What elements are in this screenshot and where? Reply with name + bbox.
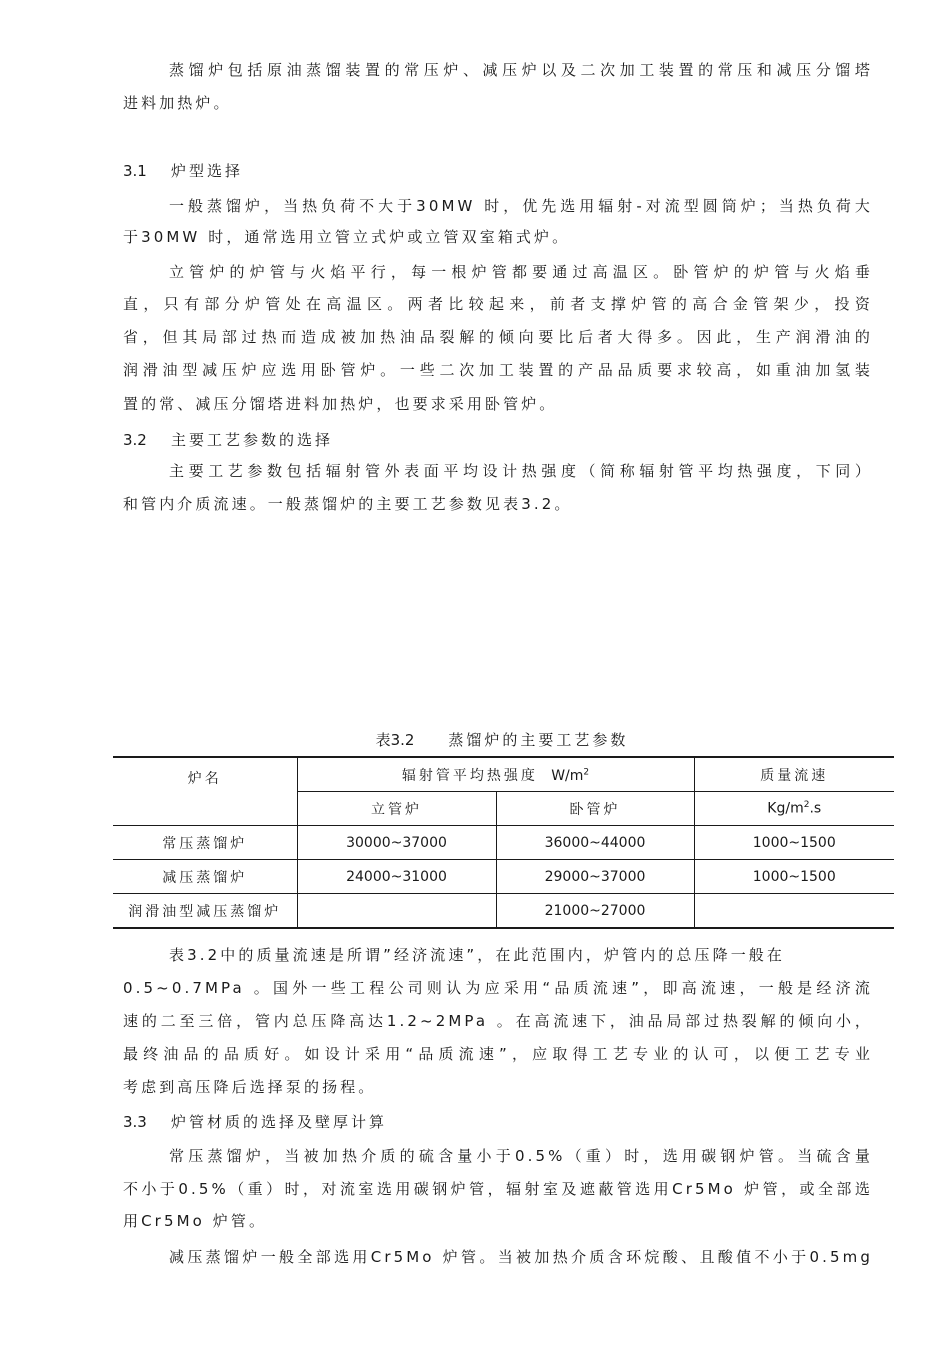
section-number: 3.3 [123, 1113, 147, 1131]
section-3-3-heading [123, 1112, 387, 1132]
s31-p2-line-5: 置的常、减压分馏塔进料加热炉，也要求采用卧管炉。 [123, 395, 558, 413]
header-mass-flow-unit: $Kg/m^2.s$ [694, 792, 894, 826]
s31-p2-line-3: 省，但其局部过热而造成被加热油品裂解的倾向要比后者大得多。因此，生产润滑油的 [123, 328, 873, 346]
s33-p2-line-1: 减压蒸馏炉一般全部选用Cr5Mo 炉管。当被加热介质含环烷酸、且酸值不小于0.5mg [169, 1248, 873, 1266]
s31-p2-line-1: 立管炉的炉管与火焰平行，每一根炉管都要通过高温区。卧管炉的炉管与火焰垂 [169, 263, 873, 281]
s31-p2-line-2: 直，只有部分炉管处在高温区。两者比较起来，前者支撑炉管的高合金管架少，投资 [123, 295, 873, 313]
section-3-2-heading [123, 430, 333, 450]
row-horizontal-value: 21000~27000 [496, 894, 694, 929]
s33-p1-line-3: 用Cr5Mo 炉管。 [123, 1212, 268, 1230]
s32-p1-line-2: 和管内介质流速。一般蒸馏炉的主要工艺参数见表3.2。 [123, 495, 573, 513]
section-number: 3.1 [123, 162, 147, 180]
after-line-5: 考虑到高压降后选择泵的扬程。 [123, 1078, 377, 1096]
row-flow-value: 1000~1500 [694, 860, 894, 894]
header-heat-intensity: 辐射管平均热强度 $W/m^2$ [297, 757, 694, 792]
s33-p1-line-2: 不小于0.5%（重）时，对流室选用碳钢炉管，辐射室及遮蔽管选用Cr5Mo 炉管，或全部选 [123, 1180, 873, 1198]
after-line-2: 0.5~0.7MPa 。国外一些工程公司则认为应采用“品质流速”，即高流速，一般是经济流 [123, 979, 873, 997]
after-line-4: 最终油品的品质好。如设计采用“品质流速”，应取得工艺专业的认可，以便工艺专业 [123, 1045, 873, 1063]
section-title: 主要工艺参数的选择 [171, 431, 334, 449]
table-caption [0, 730, 950, 750]
header-vertical-tube: 立管炉 [297, 792, 496, 826]
process-parameters-table [113, 756, 894, 929]
section-title: 炉型选择 [171, 162, 244, 180]
table-row [113, 826, 894, 860]
row-flow-value: 1000~1500 [694, 826, 894, 860]
row-furnace-name: 常压蒸馏炉 [113, 826, 297, 860]
section-3-1-heading [123, 161, 243, 181]
header-mass-flow: 质量流速 [694, 757, 894, 792]
table-row [113, 894, 894, 929]
row-vertical-value: 24000~31000 [297, 860, 496, 894]
intro-line-2: 进料加热炉。 [123, 94, 232, 112]
s31-p1-line-1: 一般蒸馏炉，当热负荷不大于30MW 时，优先选用辐射-对流型圆筒炉；当热负荷大 [169, 197, 873, 215]
s33-p1-line-1: 常压蒸馏炉，当被加热介质的硫含量小于0.5%（重）时，选用碳钢炉管。当硫含量 [169, 1147, 873, 1165]
header-horizontal-tube: 卧管炉 [496, 792, 694, 826]
s32-p1-line-1: 主要工艺参数包括辐射管外表面平均设计热强度（简称辐射管平均热强度，下同） [169, 462, 873, 480]
s31-p1-line-2: 于30MW 时，通常选用立管立式炉或立管双室箱式炉。 [123, 228, 571, 246]
intro-line-1: 蒸馏炉包括原油蒸馏装置的常压炉、减压炉以及二次加工装置的常压和减压分馏塔 [169, 61, 873, 79]
row-horizontal-value: 36000~44000 [496, 826, 694, 860]
row-furnace-name: 减压蒸馏炉 [113, 860, 297, 894]
row-horizontal-value: 29000~37000 [496, 860, 694, 894]
section-title: 炉管材质的选择及壁厚计算 [171, 1113, 388, 1131]
section-number: 3.2 [123, 431, 147, 449]
row-vertical-value [297, 894, 496, 929]
header-furnace-name: 炉名 [113, 757, 297, 826]
row-flow-value [694, 894, 894, 929]
s31-p2-line-4: 润滑油型减压炉应选用卧管炉。一些二次加工装置的产品品质要求较高，如重油加氢装 [123, 361, 873, 379]
row-vertical-value: 30000~37000 [297, 826, 496, 860]
table-caption-number: 表3.2 [375, 731, 415, 749]
after-line-3: 速的二至三倍，管内总压降高达1.2~2MPa 。在高流速下，油品局部过热裂解的倾向小， [123, 1012, 873, 1030]
table-row [113, 860, 894, 894]
table-caption-text: 蒸馏炉的主要工艺参数 [448, 731, 629, 749]
after-line-1: 表3.2中的质量流速是所谓”经济流速”，在此范围内，炉管内的总压降一般在 [169, 946, 785, 964]
row-furnace-name: 润滑油型减压蒸馏炉 [113, 894, 297, 929]
